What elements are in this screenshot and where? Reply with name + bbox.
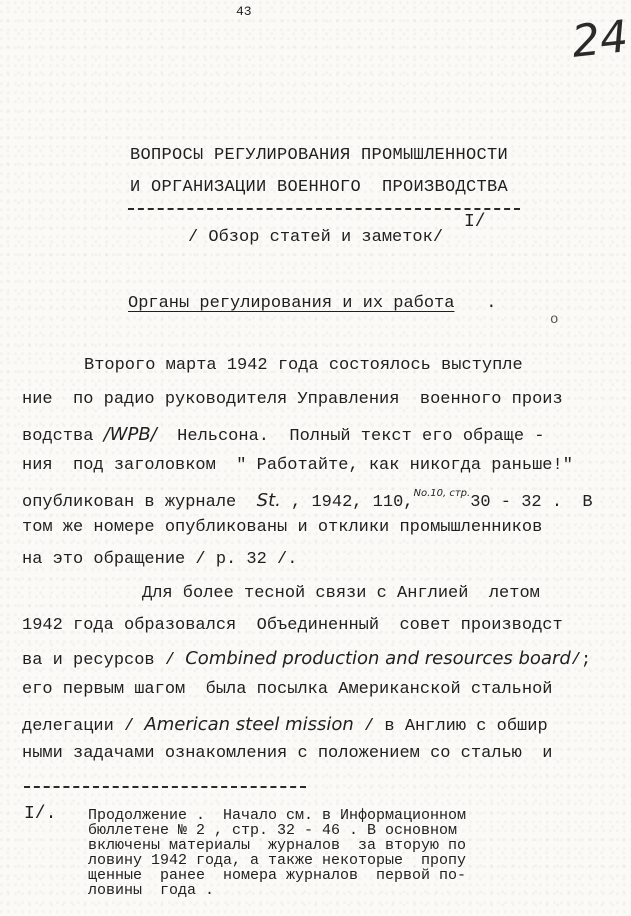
body-line-13: ными задачами ознакомления с положением со сталью и [22, 744, 553, 763]
body-line-9: 1942 года образовался Объединенный совет производст [22, 616, 563, 635]
section-heading: Органы регулирования и их работа [128, 294, 455, 313]
body-line-7: на это обращение / p. 32 /. [22, 550, 298, 569]
title-footnote-ref: I/ [464, 212, 486, 232]
footnote-marker: I/. [24, 804, 57, 824]
body-line-5 [22, 488, 593, 512]
footnote-line: щенные ранее номера журналов первой по- [88, 867, 467, 884]
handwritten-board-name: Combined production and resources board [185, 648, 571, 669]
body-line-4: ния под заголовком " Работайте, как никогда раньше!" [22, 456, 573, 475]
body-text: /; [570, 651, 592, 670]
body-line-10 [22, 648, 591, 670]
body-line-2: ние по радио руководителя Управления военного произ [22, 390, 563, 409]
footnote-separator [24, 786, 306, 788]
body-line-1: Второго марта 1942 года состоялось выступле [84, 356, 523, 375]
body-text: , 1942, 110, [280, 493, 414, 512]
title-line-1: ВОПРОСЫ РЕГУЛИРОВАНИЯ ПРОМЫШЛЕННОСТИ [130, 146, 509, 165]
footnote-line: Продолжение . Начало см. в Информационном [88, 807, 467, 824]
body-line-3 [22, 424, 544, 446]
footnote-line: включены материалы журналов за вторую по [88, 837, 467, 854]
body-line-11: его первым шагом была посылка Американской стальной [22, 680, 553, 699]
footnote-line: ловины года . [88, 882, 215, 899]
page-number: 43 [236, 4, 252, 19]
title-line-2: И ОРГАНИЗАЦИИ ВОЕННОГО ПРОИЗВОДСТВА [130, 178, 509, 197]
handwritten-mission-name: American steel mission [144, 714, 354, 735]
body-text: опубликован в журнале [22, 493, 257, 512]
handwritten-journal-abbrev: St. [256, 490, 281, 511]
body-line-8: Для более тесной связи с Англией летом [142, 584, 540, 603]
body-line-6: том же номере опубликованы и отклики промышленников [22, 518, 543, 537]
handwritten-issue-note: No.10, стр. [413, 488, 471, 499]
stray-mark: o [550, 312, 559, 328]
title-dashed-rule [128, 208, 520, 210]
footnote-line: ловину 1942 года, а также некоторые пропу [88, 852, 467, 869]
body-line-12 [22, 714, 548, 736]
footnote-line: бюллетене № 2 , стр. 32 - 46 . В основном [88, 822, 458, 839]
body-text: водства [22, 427, 104, 446]
handwritten-abbreviation: /WPB/ [103, 424, 157, 445]
body-text: Нельсона. Полный текст его обраще - [156, 427, 545, 446]
body-text: делегации / [22, 717, 145, 736]
body-text: ва и ресурсов / [22, 651, 186, 670]
handwritten-page-number: 24 [569, 11, 631, 68]
body-text: / в Англию с обшир [353, 717, 548, 736]
subtitle: / Обзор статей и заметок/ [188, 228, 444, 247]
section-heading-tail: . [476, 294, 497, 313]
body-text: 30 - 32 . В [470, 493, 593, 512]
